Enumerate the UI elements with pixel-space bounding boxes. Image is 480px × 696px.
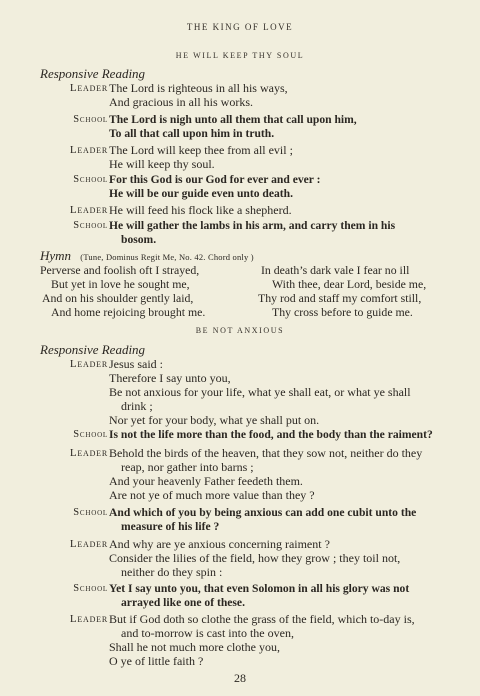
text-line: reap, nor gather into barns ; <box>121 460 254 474</box>
speaker-label: Leader <box>69 144 108 156</box>
speaker-label: School <box>73 114 108 125</box>
text-line: Nor yet for your body, what ye shall put on. <box>109 413 320 427</box>
hymn-label: Hymn <box>40 248 72 263</box>
speaker-label: School <box>73 507 108 518</box>
entry-text <box>109 113 461 141</box>
text-line: Behold the birds of the heaven, that they sow not, neither do they <box>109 446 423 460</box>
entry-text <box>109 203 461 217</box>
text-line: He will be our guide even unto death. <box>109 187 294 200</box>
hymn-line: Thy rod and staff my comfort still, <box>258 291 422 305</box>
entry-text <box>109 357 461 427</box>
text-line: The Lord is righteous in all his ways, <box>109 81 288 95</box>
entry-text <box>109 219 461 247</box>
responsive-reading-label: Responsive Reading <box>40 342 146 357</box>
section-title-keep-thy-soul: HE WILL KEEP THY SOUL <box>175 51 305 60</box>
speaker-label: Leader <box>69 82 108 94</box>
text-line: And your heavenly Father feedeth them. <box>109 474 303 488</box>
text-line: bosom. <box>121 233 157 246</box>
text-line: He will feed his flock like a shepherd. <box>109 203 292 217</box>
text-line: and to-morrow is cast into the oven, <box>121 626 294 640</box>
hymn-line: With thee, dear Lord, beside me, <box>272 277 427 291</box>
text-line: Jesus said : <box>109 357 163 371</box>
responsive-reading-label: Responsive Reading <box>40 66 146 81</box>
text-line: Is not the life more than the food, and the body than the raiment? <box>109 428 433 441</box>
entry-text <box>109 428 461 442</box>
entry-text <box>109 582 461 610</box>
text-line: Are not ye of much more value than they ? <box>109 488 315 502</box>
speaker-label: Leader <box>69 204 108 216</box>
speaker-label: School <box>73 174 108 185</box>
speaker-label: Leader <box>69 447 108 459</box>
text-line: arrayed like one of these. <box>121 596 245 609</box>
text-line: To all that call upon him in truth. <box>109 127 275 140</box>
hymn-line: Perverse and foolish oft I strayed, <box>40 263 200 277</box>
section-title-be-not-anxious: BE NOT ANXIOUS <box>195 326 285 335</box>
hymn-heading <box>40 248 254 264</box>
entry-text <box>109 612 461 668</box>
entry-text <box>109 537 461 579</box>
text-line: drink ; <box>121 399 153 413</box>
page-number: 28 <box>234 671 246 685</box>
text-line: measure of his life ? <box>121 520 220 533</box>
text-line: Therefore I say unto you, <box>109 371 231 385</box>
hymn-line: Thy cross before to guide me. <box>272 305 413 319</box>
running-header: THE KING OF LOVE <box>186 22 294 32</box>
text-line: The Lord is nigh unto all them that call upon him, <box>109 113 357 126</box>
hymn-line: And on his shoulder gently laid, <box>42 291 194 305</box>
hymn-line: In death’s dark vale I fear no ill <box>261 263 410 277</box>
speaker-label: Leader <box>69 358 108 370</box>
speaker-label: School <box>73 220 108 231</box>
text-line: And gracious in all his works. <box>109 95 253 109</box>
text-line: Consider the lilies of the field, how they grow ; they toil not, <box>109 551 401 565</box>
hymn-line: But yet in love he sought me, <box>51 277 190 291</box>
text-line: Shall he not much more clothe you, <box>109 640 280 654</box>
text-line: Yet I say unto you, that even Solomon in all his glory was not <box>109 582 410 595</box>
entry-text <box>109 446 461 502</box>
text-line: He will keep thy soul. <box>109 157 215 171</box>
text-line: O ye of little faith ? <box>109 654 204 668</box>
entry-text <box>109 143 461 171</box>
hymn-line: And home rejoicing brought me. <box>51 305 206 319</box>
speaker-label: Leader <box>69 613 108 625</box>
entry-text <box>109 506 461 534</box>
hymn-tune-note: (Tune, Dominus Regit Me, No. 42. Chord only ) <box>80 252 254 262</box>
text-line: Be not anxious for your life, what ye shall eat, or what ye shall <box>109 385 411 399</box>
hymn-stanza-right <box>258 263 426 319</box>
text-line: For this God is our God for ever and ever : <box>109 173 321 186</box>
speaker-label: Leader <box>69 538 108 550</box>
text-line: And which of you by being anxious can add one cubit unto the <box>109 506 417 519</box>
speaker-label: School <box>73 429 108 440</box>
text-line: The Lord will keep thee from all evil ; <box>109 143 293 157</box>
text-line: neither do they spin : <box>121 565 223 579</box>
text-line: But if God doth so clothe the grass of the field, which to-day is, <box>109 612 415 626</box>
entry-text <box>109 173 461 201</box>
speaker-label: School <box>73 583 108 594</box>
hymn-stanza-left <box>40 263 205 319</box>
text-line: And why are ye anxious concerning raiment ? <box>109 537 330 551</box>
text-line: He will gather the lambs in his arm, and carry them in his <box>109 219 396 232</box>
entry-text <box>109 81 461 109</box>
